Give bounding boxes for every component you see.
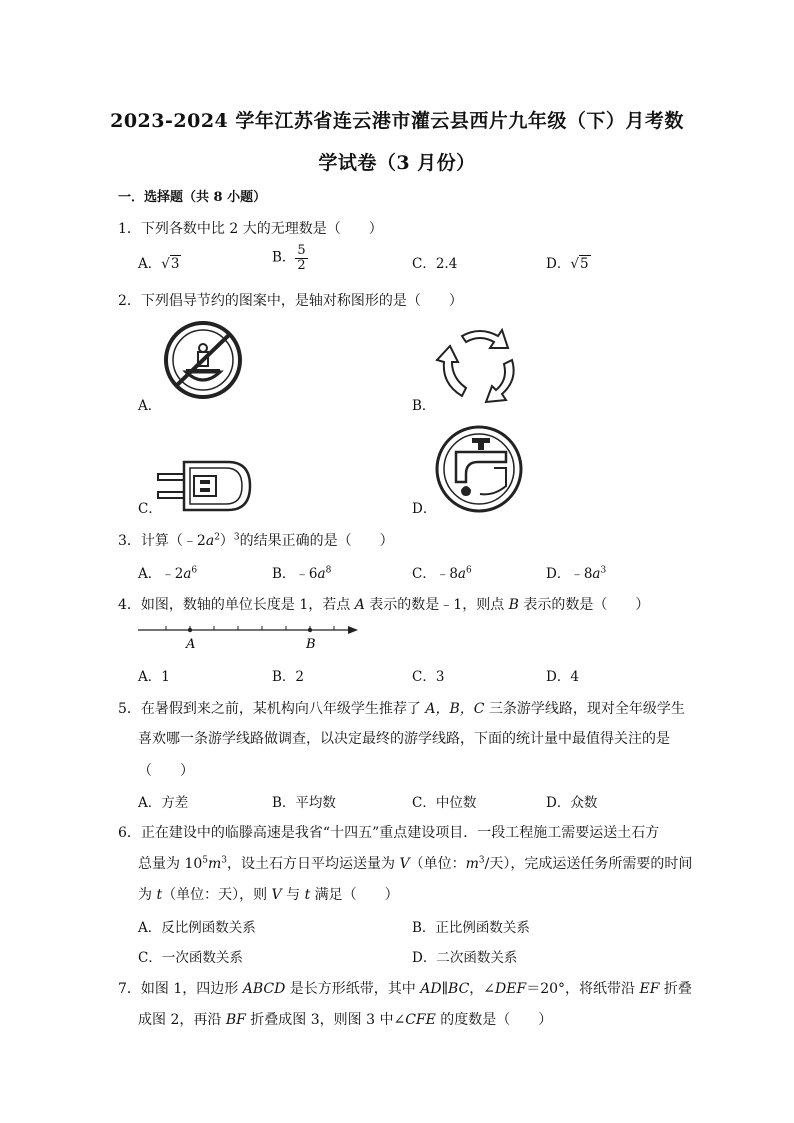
water-faucet-icon	[434, 424, 524, 514]
q6-line-2: 总量为 $10^5m^3$，设土石方日平均运送量为 V（单位：$m^3/$天），完成运送任务所需要的时间	[138, 855, 693, 872]
no-washing-icon	[158, 320, 248, 400]
title-line-1: 2023-2024 学年江苏省连云港市灌云县西片九年级（下）月考数	[110, 110, 684, 132]
q2-option-a-label: A．	[138, 398, 162, 414]
q4-option-d: D．4	[546, 669, 579, 685]
q2-option-d-label: D．	[412, 501, 437, 517]
q2-option-b-label: B．	[412, 398, 436, 414]
point-a-dot	[188, 628, 192, 632]
q5-option-c: C．中位数	[412, 795, 477, 811]
q4-option-b: B．2	[272, 669, 305, 685]
point-b-dot	[308, 628, 312, 632]
axis-label-b: B	[306, 637, 316, 652]
q3-option-a: A．$﹣2a^6$	[138, 565, 198, 582]
sqrt-symbol: √3	[161, 256, 180, 272]
q5-line-1: 5．在暑假到来之前，某机构向八年级学生推荐了 A，B，C 三条游学线路，现对全年级学生	[118, 701, 685, 717]
fraction: $\frac{5}{2}$	[297, 243, 306, 273]
q1-option-a: A．√3	[138, 256, 180, 272]
q4-stem: 4．如图，数轴的单位长度是 1，若点 A 表示的数是﹣1，则点 B 表示的数是（ ）	[118, 597, 650, 613]
q5-option-b: B．平均数	[272, 795, 336, 811]
q3-option-b: B．$﹣6a^8$	[272, 565, 332, 582]
number-line-figure	[136, 620, 364, 654]
q7-line-1: 7．如图 1，四边形 ABCD 是长方形纸带，其中 AD∥BC，∠DEF＝20°，将纸带沿 EF 折叠	[118, 981, 692, 997]
recycle-arrows-icon	[432, 320, 524, 408]
q6-line-1: 6．正在建设中的临滕高速是我省“十四五”重点建设项目．一段工程施工需要运送土石方	[118, 825, 660, 841]
axis-label-a: A	[186, 637, 196, 652]
q2-stem: 2．下列倡导节约的图案中，是轴对称图形的是（ ）	[118, 293, 463, 309]
q3-stem: 3．计算$(﹣2a^2)^3$的结果正确的是（ ）	[118, 532, 394, 549]
q1-option-b: B． $\frac{5}{2}$	[272, 243, 306, 273]
q1-stem: 1．下列各数中比 2 大的无理数是（ ）	[118, 221, 383, 237]
q5-line-3: （ ）	[138, 763, 194, 779]
electric-plug-icon	[154, 458, 254, 514]
q3-option-c: C．$﹣8a^6$	[412, 565, 472, 582]
q1-option-d: D．√5	[546, 256, 589, 272]
q2-option-c-label: C．	[138, 501, 162, 517]
q5-line-2: 喜欢哪一条游学线路做调查，以决定最终的游学线路，下面的统计量中最值得关注的是	[138, 731, 670, 747]
q6-option-a: A．反比例函数关系	[138, 920, 256, 936]
q7-line-2: 成图 2，再沿 BF 折叠成图 3，则图 3 中∠CFE 的度数是（ ）	[138, 1012, 553, 1028]
title-line-2: 学试卷（3 月份）	[318, 152, 476, 174]
q6-option-d: D．二次函数关系	[412, 950, 518, 966]
q6-line-3: 为 t（单位：天），则 V 与 t 满足（ ）	[138, 887, 399, 903]
q5-option-d: D．众数	[546, 795, 598, 811]
section-heading: 一．选择题（共 8 小题）	[118, 190, 267, 205]
q4-option-c: C．3	[412, 669, 445, 685]
q1-option-c: C．2.4	[412, 256, 458, 272]
q6-option-c: C．一次函数关系	[138, 950, 243, 966]
q3-option-d: D．$﹣8a^3$	[546, 565, 607, 582]
sqrt-symbol: √5	[570, 256, 589, 272]
q4-option-a: A．1	[138, 669, 170, 685]
q6-option-b: B．正比例函数关系	[412, 920, 530, 936]
q5-option-a: A．方差	[138, 795, 189, 811]
